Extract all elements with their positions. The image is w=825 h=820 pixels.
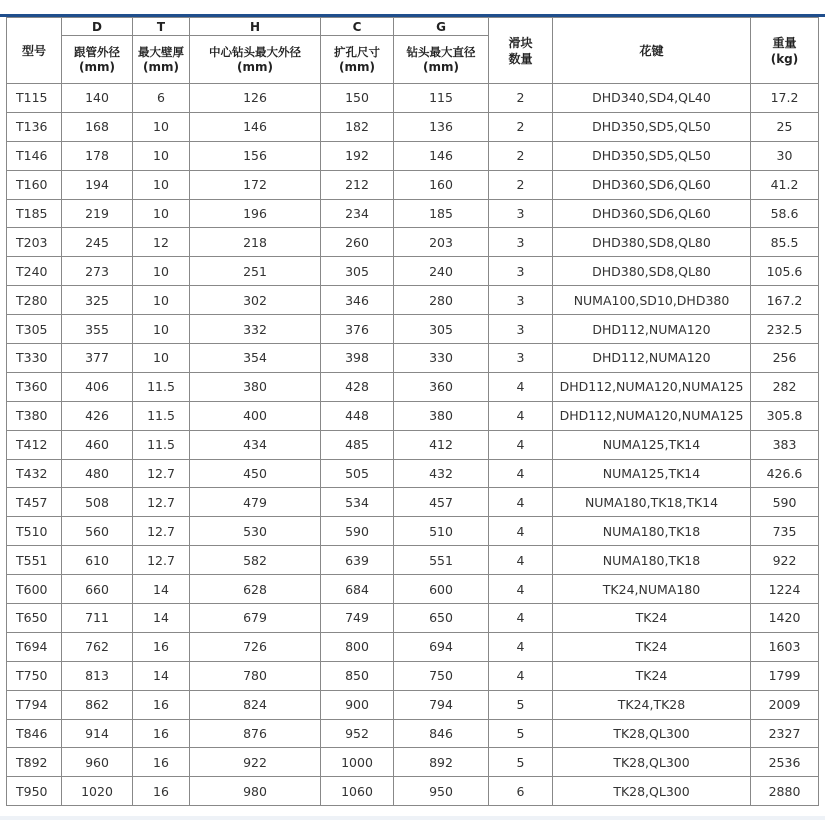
- cell-weight: 2327: [751, 719, 819, 748]
- table-row: [7, 546, 819, 575]
- cell-weight: 2880: [751, 777, 819, 806]
- table-row: [7, 632, 819, 661]
- header-c: [321, 36, 394, 84]
- cell-spline: NUMA100,SD10,DHD380: [553, 286, 751, 315]
- cell-reaming-size: 212: [321, 170, 394, 199]
- table-row: [7, 575, 819, 604]
- cell-slider-count: 4: [489, 546, 553, 575]
- cell-slider-count: 4: [489, 575, 553, 604]
- header-model: [7, 18, 62, 84]
- cell-model: T432: [7, 459, 62, 488]
- cell-reaming-size: 1000: [321, 748, 394, 777]
- cell-model: T160: [7, 170, 62, 199]
- cell-model: T360: [7, 372, 62, 401]
- cell-center-bit-max-od: 780: [190, 661, 321, 690]
- header-h-letter: H: [190, 18, 321, 36]
- cell-max-wall-thickness: 10: [133, 315, 190, 344]
- cell-bit-max-diameter: 380: [394, 401, 489, 430]
- cell-reaming-size: 749: [321, 604, 394, 633]
- cell-max-wall-thickness: 10: [133, 199, 190, 228]
- cell-weight: 282: [751, 372, 819, 401]
- table-row: [7, 84, 819, 113]
- cell-spline: DHD350,SD5,QL50: [553, 141, 751, 170]
- header-g: [394, 36, 489, 84]
- cell-weight: 1603: [751, 632, 819, 661]
- cell-outer-diameter: 762: [62, 632, 133, 661]
- cell-model: T185: [7, 199, 62, 228]
- cell-bit-max-diameter: 146: [394, 141, 489, 170]
- cell-model: T146: [7, 141, 62, 170]
- cell-weight: 2536: [751, 748, 819, 777]
- cell-center-bit-max-od: 582: [190, 546, 321, 575]
- table-row: [7, 459, 819, 488]
- cell-outer-diameter: 377: [62, 344, 133, 373]
- cell-slider-count: 3: [489, 257, 553, 286]
- cell-model: T750: [7, 661, 62, 690]
- cell-reaming-size: 398: [321, 344, 394, 373]
- header-d: [62, 36, 133, 84]
- cell-weight: 58.6: [751, 199, 819, 228]
- cell-slider-count: 5: [489, 719, 553, 748]
- cell-max-wall-thickness: 10: [133, 170, 190, 199]
- cell-bit-max-diameter: 892: [394, 748, 489, 777]
- cell-bit-max-diameter: 551: [394, 546, 489, 575]
- table-row: [7, 286, 819, 315]
- cell-max-wall-thickness: 12.7: [133, 459, 190, 488]
- cell-model: T794: [7, 690, 62, 719]
- cell-model: T240: [7, 257, 62, 286]
- header-t-name: 最大壁厚: [138, 44, 184, 59]
- cell-slider-count: 3: [489, 228, 553, 257]
- cell-model: T846: [7, 719, 62, 748]
- cell-slider-count: 2: [489, 84, 553, 113]
- table-row: [7, 315, 819, 344]
- table-body: [7, 84, 819, 806]
- cell-spline: DHD360,SD6,QL60: [553, 199, 751, 228]
- table-row: [7, 719, 819, 748]
- cell-reaming-size: 850: [321, 661, 394, 690]
- cell-center-bit-max-od: 450: [190, 459, 321, 488]
- cell-model: T694: [7, 632, 62, 661]
- cell-center-bit-max-od: 332: [190, 315, 321, 344]
- table-row: [7, 372, 819, 401]
- cell-reaming-size: 234: [321, 199, 394, 228]
- cell-center-bit-max-od: 302: [190, 286, 321, 315]
- cell-model: T203: [7, 228, 62, 257]
- cell-weight: 30: [751, 141, 819, 170]
- cell-center-bit-max-od: 980: [190, 777, 321, 806]
- cell-spline: DHD112,NUMA120: [553, 344, 751, 373]
- cell-slider-count: 3: [489, 199, 553, 228]
- cell-outer-diameter: 194: [62, 170, 133, 199]
- header-d-name: 跟管外径: [74, 44, 120, 59]
- cell-outer-diameter: 508: [62, 488, 133, 517]
- cell-weight: 256: [751, 344, 819, 373]
- cell-outer-diameter: 273: [62, 257, 133, 286]
- table-row: [7, 141, 819, 170]
- cell-outer-diameter: 914: [62, 719, 133, 748]
- cell-bit-max-diameter: 240: [394, 257, 489, 286]
- cell-model: T280: [7, 286, 62, 315]
- cell-bit-max-diameter: 457: [394, 488, 489, 517]
- cell-spline: NUMA180,TK18: [553, 517, 751, 546]
- cell-max-wall-thickness: 12: [133, 228, 190, 257]
- cell-slider-count: 4: [489, 517, 553, 546]
- cell-bit-max-diameter: 203: [394, 228, 489, 257]
- cell-spline: NUMA125,TK14: [553, 459, 751, 488]
- cell-max-wall-thickness: 14: [133, 604, 190, 633]
- cell-outer-diameter: 560: [62, 517, 133, 546]
- cell-reaming-size: 346: [321, 286, 394, 315]
- header-c-letter: C: [321, 18, 394, 36]
- cell-spline: TK24: [553, 661, 751, 690]
- cell-outer-diameter: 480: [62, 459, 133, 488]
- header-g-name: 钻头最大直径: [406, 44, 476, 59]
- cell-model: T457: [7, 488, 62, 517]
- cell-center-bit-max-od: 726: [190, 632, 321, 661]
- cell-slider-count: 4: [489, 430, 553, 459]
- header-slider-count: [489, 18, 553, 84]
- cell-outer-diameter: 406: [62, 372, 133, 401]
- table-row: [7, 170, 819, 199]
- cell-reaming-size: 150: [321, 84, 394, 113]
- cell-outer-diameter: 1020: [62, 777, 133, 806]
- cell-center-bit-max-od: 922: [190, 748, 321, 777]
- cell-weight: 85.5: [751, 228, 819, 257]
- table-row: [7, 228, 819, 257]
- cell-center-bit-max-od: 251: [190, 257, 321, 286]
- cell-model: T551: [7, 546, 62, 575]
- cell-max-wall-thickness: 10: [133, 257, 190, 286]
- cell-weight: 383: [751, 430, 819, 459]
- header-t-letter: T: [133, 18, 190, 36]
- cell-center-bit-max-od: 479: [190, 488, 321, 517]
- cell-model: T950: [7, 777, 62, 806]
- cell-max-wall-thickness: 12.7: [133, 517, 190, 546]
- cell-max-wall-thickness: 16: [133, 719, 190, 748]
- header-d-letter: D: [62, 18, 133, 36]
- cell-center-bit-max-od: 400: [190, 401, 321, 430]
- cell-bit-max-diameter: 510: [394, 517, 489, 546]
- cell-weight: 1224: [751, 575, 819, 604]
- cell-max-wall-thickness: 11.5: [133, 372, 190, 401]
- cell-spline: TK24: [553, 604, 751, 633]
- cell-max-wall-thickness: 11.5: [133, 401, 190, 430]
- cell-center-bit-max-od: 530: [190, 517, 321, 546]
- cell-model: T305: [7, 315, 62, 344]
- cell-center-bit-max-od: 172: [190, 170, 321, 199]
- cell-model: T600: [7, 575, 62, 604]
- cell-slider-count: 6: [489, 777, 553, 806]
- header-t: [133, 36, 190, 84]
- cell-max-wall-thickness: 10: [133, 112, 190, 141]
- cell-center-bit-max-od: 824: [190, 690, 321, 719]
- cell-weight: 2009: [751, 690, 819, 719]
- cell-slider-count: 4: [489, 604, 553, 633]
- cell-center-bit-max-od: 380: [190, 372, 321, 401]
- cell-slider-count: 2: [489, 141, 553, 170]
- cell-center-bit-max-od: 434: [190, 430, 321, 459]
- header-c-unit: (mm): [339, 59, 375, 74]
- cell-model: T892: [7, 748, 62, 777]
- cell-spline: NUMA125,TK14: [553, 430, 751, 459]
- cell-spline: TK24: [553, 632, 751, 661]
- cell-outer-diameter: 426: [62, 401, 133, 430]
- cell-bit-max-diameter: 694: [394, 632, 489, 661]
- cell-reaming-size: 448: [321, 401, 394, 430]
- cell-bit-max-diameter: 846: [394, 719, 489, 748]
- header-slider-line2: 数量: [508, 51, 533, 66]
- cell-slider-count: 2: [489, 112, 553, 141]
- table-row: [7, 777, 819, 806]
- table-row: [7, 430, 819, 459]
- header-model-label: 型号: [21, 43, 46, 58]
- cell-center-bit-max-od: 126: [190, 84, 321, 113]
- cell-outer-diameter: 168: [62, 112, 133, 141]
- cell-max-wall-thickness: 16: [133, 632, 190, 661]
- cell-slider-count: 5: [489, 690, 553, 719]
- table-row: [7, 199, 819, 228]
- cell-reaming-size: 182: [321, 112, 394, 141]
- cell-center-bit-max-od: 218: [190, 228, 321, 257]
- cell-center-bit-max-od: 628: [190, 575, 321, 604]
- cell-weight: 1420: [751, 604, 819, 633]
- cell-model: T650: [7, 604, 62, 633]
- cell-outer-diameter: 140: [62, 84, 133, 113]
- cell-bit-max-diameter: 160: [394, 170, 489, 199]
- cell-reaming-size: 590: [321, 517, 394, 546]
- cell-reaming-size: 1060: [321, 777, 394, 806]
- cell-max-wall-thickness: 6: [133, 84, 190, 113]
- cell-max-wall-thickness: 14: [133, 575, 190, 604]
- header-d-unit: (mm): [79, 59, 115, 74]
- cell-outer-diameter: 355: [62, 315, 133, 344]
- header-slider-line1: 滑块: [508, 35, 533, 50]
- cell-reaming-size: 505: [321, 459, 394, 488]
- cell-weight: 17.2: [751, 84, 819, 113]
- table-header: [7, 18, 819, 84]
- cell-reaming-size: 534: [321, 488, 394, 517]
- cell-model: T412: [7, 430, 62, 459]
- cell-max-wall-thickness: 10: [133, 141, 190, 170]
- table-row: [7, 690, 819, 719]
- table-row: [7, 748, 819, 777]
- cell-slider-count: 3: [489, 344, 553, 373]
- cell-slider-count: 3: [489, 286, 553, 315]
- cell-weight: 167.2: [751, 286, 819, 315]
- table-row: [7, 488, 819, 517]
- cell-spline: DHD112,NUMA120,NUMA125: [553, 401, 751, 430]
- cell-weight: 735: [751, 517, 819, 546]
- table-row: [7, 344, 819, 373]
- cell-bit-max-diameter: 412: [394, 430, 489, 459]
- header-spline: [553, 18, 751, 84]
- cell-spline: DHD380,SD8,QL80: [553, 228, 751, 257]
- cell-spline: TK28,QL300: [553, 719, 751, 748]
- table-row: [7, 517, 819, 546]
- cell-bit-max-diameter: 600: [394, 575, 489, 604]
- cell-slider-count: 4: [489, 401, 553, 430]
- cell-center-bit-max-od: 354: [190, 344, 321, 373]
- cell-outer-diameter: 862: [62, 690, 133, 719]
- table-row: [7, 112, 819, 141]
- cell-spline: DHD360,SD6,QL60: [553, 170, 751, 199]
- cell-model: T380: [7, 401, 62, 430]
- cell-spline: TK24,TK28: [553, 690, 751, 719]
- cell-slider-count: 4: [489, 632, 553, 661]
- cell-outer-diameter: 460: [62, 430, 133, 459]
- cell-spline: NUMA180,TK18: [553, 546, 751, 575]
- spec-table: [6, 17, 819, 806]
- cell-model: T115: [7, 84, 62, 113]
- cell-center-bit-max-od: 146: [190, 112, 321, 141]
- header-spline-label: 花键: [639, 43, 664, 58]
- header-h: [190, 36, 321, 84]
- cell-slider-count: 2: [489, 170, 553, 199]
- cell-spline: TK24,NUMA180: [553, 575, 751, 604]
- cell-slider-count: 5: [489, 748, 553, 777]
- header-g-unit: (mm): [423, 59, 459, 74]
- cell-center-bit-max-od: 679: [190, 604, 321, 633]
- cell-spline: DHD350,SD5,QL50: [553, 112, 751, 141]
- header-g-letter: G: [394, 18, 489, 36]
- cell-max-wall-thickness: 12.7: [133, 488, 190, 517]
- cell-outer-diameter: 960: [62, 748, 133, 777]
- cell-spline: DHD112,NUMA120,NUMA125: [553, 372, 751, 401]
- cell-bit-max-diameter: 136: [394, 112, 489, 141]
- cell-weight: 590: [751, 488, 819, 517]
- cell-outer-diameter: 325: [62, 286, 133, 315]
- cell-weight: 105.6: [751, 257, 819, 286]
- cell-bit-max-diameter: 280: [394, 286, 489, 315]
- cell-slider-count: 4: [489, 459, 553, 488]
- cell-reaming-size: 800: [321, 632, 394, 661]
- cell-slider-count: 4: [489, 488, 553, 517]
- cell-bit-max-diameter: 650: [394, 604, 489, 633]
- cell-max-wall-thickness: 16: [133, 748, 190, 777]
- footer-strip: [0, 816, 825, 820]
- cell-model: T510: [7, 517, 62, 546]
- cell-slider-count: 3: [489, 315, 553, 344]
- cell-slider-count: 4: [489, 372, 553, 401]
- cell-weight: 232.5: [751, 315, 819, 344]
- cell-max-wall-thickness: 11.5: [133, 430, 190, 459]
- cell-model: T136: [7, 112, 62, 141]
- cell-spline: DHD340,SD4,QL40: [553, 84, 751, 113]
- cell-outer-diameter: 178: [62, 141, 133, 170]
- cell-reaming-size: 639: [321, 546, 394, 575]
- table-row: [7, 401, 819, 430]
- cell-outer-diameter: 813: [62, 661, 133, 690]
- cell-center-bit-max-od: 196: [190, 199, 321, 228]
- header-weight-name: 重量: [772, 35, 797, 50]
- table-row: [7, 604, 819, 633]
- header-t-unit: (mm): [143, 59, 179, 74]
- cell-max-wall-thickness: 16: [133, 777, 190, 806]
- cell-bit-max-diameter: 115: [394, 84, 489, 113]
- cell-max-wall-thickness: 16: [133, 690, 190, 719]
- cell-bit-max-diameter: 794: [394, 690, 489, 719]
- cell-max-wall-thickness: 12.7: [133, 546, 190, 575]
- header-weight: [751, 18, 819, 84]
- cell-reaming-size: 485: [321, 430, 394, 459]
- cell-spline: DHD112,NUMA120: [553, 315, 751, 344]
- cell-reaming-size: 684: [321, 575, 394, 604]
- cell-weight: 1799: [751, 661, 819, 690]
- cell-reaming-size: 428: [321, 372, 394, 401]
- cell-spline: NUMA180,TK18,TK14: [553, 488, 751, 517]
- header-h-name: 中心钻头最大外径: [209, 44, 301, 59]
- cell-outer-diameter: 610: [62, 546, 133, 575]
- cell-outer-diameter: 245: [62, 228, 133, 257]
- cell-reaming-size: 952: [321, 719, 394, 748]
- cell-spline: TK28,QL300: [553, 748, 751, 777]
- cell-max-wall-thickness: 14: [133, 661, 190, 690]
- cell-bit-max-diameter: 950: [394, 777, 489, 806]
- header-weight-unit: (kg): [770, 51, 799, 66]
- cell-weight: 426.6: [751, 459, 819, 488]
- cell-reaming-size: 900: [321, 690, 394, 719]
- cell-spline: TK28,QL300: [553, 777, 751, 806]
- header-h-unit: (mm): [237, 59, 273, 74]
- cell-center-bit-max-od: 876: [190, 719, 321, 748]
- cell-weight: 305.8: [751, 401, 819, 430]
- cell-reaming-size: 376: [321, 315, 394, 344]
- cell-outer-diameter: 660: [62, 575, 133, 604]
- cell-model: T330: [7, 344, 62, 373]
- cell-bit-max-diameter: 330: [394, 344, 489, 373]
- cell-spline: DHD380,SD8,QL80: [553, 257, 751, 286]
- table-row: [7, 257, 819, 286]
- cell-bit-max-diameter: 432: [394, 459, 489, 488]
- cell-reaming-size: 305: [321, 257, 394, 286]
- cell-reaming-size: 260: [321, 228, 394, 257]
- header-c-name: 扩孔尺寸: [334, 44, 380, 59]
- cell-outer-diameter: 711: [62, 604, 133, 633]
- cell-reaming-size: 192: [321, 141, 394, 170]
- cell-bit-max-diameter: 750: [394, 661, 489, 690]
- cell-slider-count: 4: [489, 661, 553, 690]
- cell-max-wall-thickness: 10: [133, 286, 190, 315]
- cell-weight: 25: [751, 112, 819, 141]
- cell-bit-max-diameter: 185: [394, 199, 489, 228]
- cell-weight: 922: [751, 546, 819, 575]
- cell-outer-diameter: 219: [62, 199, 133, 228]
- cell-bit-max-diameter: 305: [394, 315, 489, 344]
- cell-bit-max-diameter: 360: [394, 372, 489, 401]
- cell-max-wall-thickness: 10: [133, 344, 190, 373]
- cell-center-bit-max-od: 156: [190, 141, 321, 170]
- table-row: [7, 661, 819, 690]
- cell-weight: 41.2: [751, 170, 819, 199]
